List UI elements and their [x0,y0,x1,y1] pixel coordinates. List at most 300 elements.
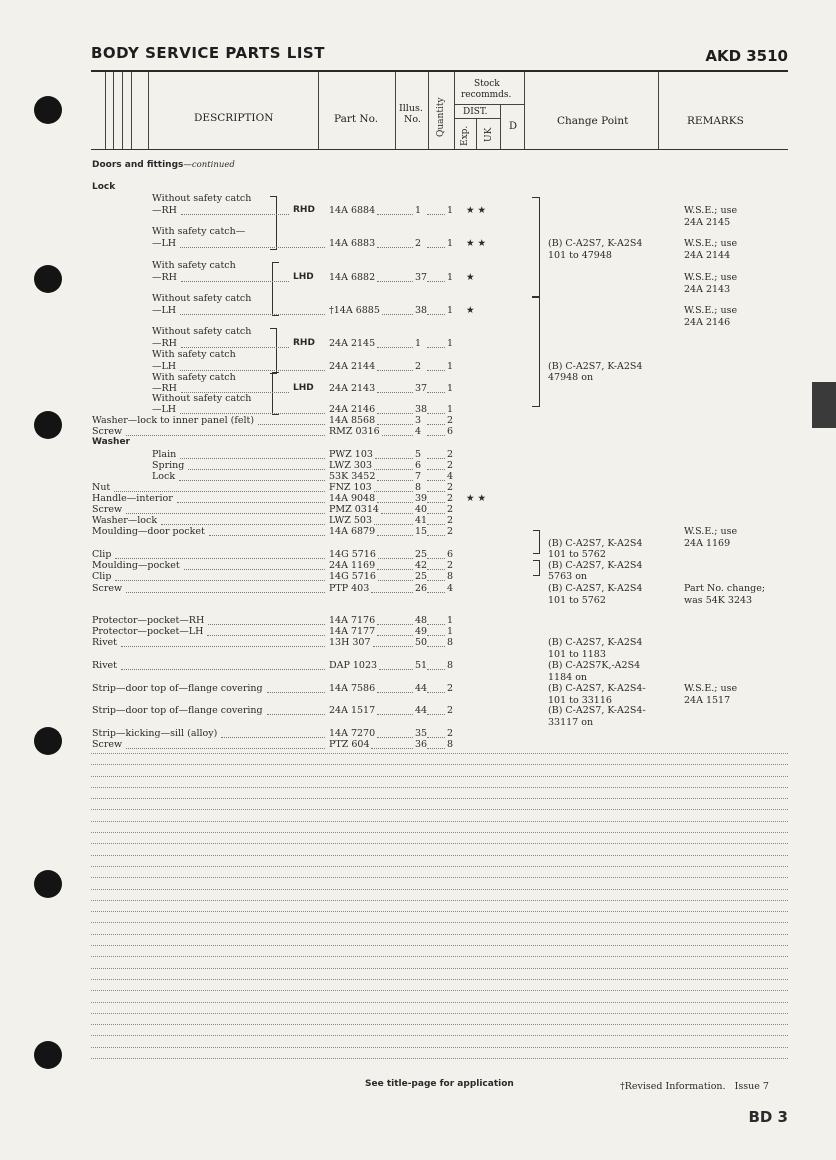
leader-dots [427,512,445,514]
brace [532,197,540,297]
row-description: Rivet [92,637,117,648]
row-description: Strip—door top of—flange covering [92,683,263,694]
row-change-point: (B) C-A2S7, K-A2S4 [548,238,643,249]
leader-dots [181,346,289,348]
row-illus-no: 8 [415,482,422,493]
row-remarks: 24A 2145 [684,217,731,228]
row-description: Clip [92,549,112,560]
row-description: Handle—interior [92,493,173,504]
row-illus-no: 51 [415,660,428,671]
ruled-line [91,899,788,901]
row-description: Strip—kicking—sill (alloy) [92,728,218,739]
footer-revised: †Revised Information. Issue 7 [620,1081,769,1092]
row-remarks: was 54K 3243 [684,595,753,606]
row-change-point: 101 to 33116 [548,695,612,706]
col-uk: UK [484,127,494,142]
row-remarks: W.S.E.; use [684,526,738,537]
row-part-no: 14A 6882 [329,272,376,283]
leader-dots [377,346,413,348]
row-description: Nut [92,482,111,493]
col-d: D [509,121,518,132]
row-part-no: 24A 1169 [329,560,376,571]
col-illus-no: No. [404,114,421,125]
row-change-point: (B) C-A2S7, K-A2S4 [548,560,643,571]
row-quantity: 1 [447,361,454,372]
row-remarks: 24A 2146 [684,317,731,328]
row-change-point: 101 to 5762 [548,549,606,560]
leader-dots [121,668,325,670]
row-part-no: LWZ 303 [329,460,373,471]
leader-dots [377,246,413,248]
row-quantity: 1 [447,626,454,637]
row-illus-no: 48 [415,615,428,626]
row-description: —RH [152,272,177,283]
row-quantity: 2 [447,449,454,460]
row-quantity: 1 [447,305,454,316]
leader-dots [427,523,445,525]
leader-dots [180,246,325,248]
row-part-no: 53K 3452 [329,471,376,482]
leader-dots [427,423,445,425]
brace [533,530,540,554]
col-dist: DIST. [463,107,488,117]
brace [272,372,279,415]
row-quantity: 2 [447,705,454,716]
leader-dots [267,713,325,715]
leader-dots [377,634,413,636]
brace [270,328,277,374]
row-side: RHD [293,338,315,348]
leader-dots [209,534,325,536]
ruled-line [91,1034,788,1036]
row-illus-no: 7 [415,471,422,482]
row-description: Protector—pocket—LH [92,626,204,637]
leader-dots [377,736,413,738]
row-quantity: 2 [447,728,454,739]
row-description: —LH [152,361,177,372]
row-description: —RH [152,338,177,349]
row-change-point: (B) C-A2S7, K-A2S4 [548,538,643,549]
leader-dots [221,736,325,738]
binder-hole [34,727,62,755]
leader-dots [126,747,325,749]
leader-dots [427,434,445,436]
row-part-no: DAP 1023 [329,660,378,671]
row-illus-no: 2 [415,361,422,372]
row-description: —RH [152,383,177,394]
leader-dots [371,747,413,749]
row-side: LHD [293,272,314,282]
leader-dots [371,591,413,593]
row-quantity: 1 [447,205,454,216]
col-quantity: Quantity [436,97,446,137]
leader-dots [381,512,413,514]
row-quantity: 1 [447,238,454,249]
row-change-point: 33117 on [548,717,594,728]
row-description: Moulding—door pocket [92,526,205,537]
leader-dots [427,479,445,481]
row-illus-no: 37 [415,272,428,283]
row-description: Lock [152,471,176,482]
ruled-line [91,842,788,844]
row-illus-no: 15 [415,526,428,537]
row-part-no: RMZ 0316 [329,426,380,437]
leader-dots [427,457,445,459]
row-description: With safety catch— [152,226,246,237]
row-change-point: 5763 on [548,571,588,582]
row-description: Without safety catch [152,193,252,204]
leader-dots [427,668,445,670]
leader-dots [180,457,325,459]
row-part-no: †14A 6885 [329,305,380,316]
row-part-no: FNZ 103 [329,482,372,493]
brace [272,262,279,316]
leader-dots [427,346,445,348]
leader-dots [379,668,413,670]
row-illus-no: 3 [415,415,422,426]
footer-note: See title-page for application [365,1079,514,1089]
row-illus-no: 50 [415,637,428,648]
row-change-point: 101 to 1183 [548,649,606,660]
row-part-no: PTZ 604 [329,739,370,750]
brace [532,297,540,407]
row-description: Washer—lock to inner panel (felt) [92,415,255,426]
col-illus: Illus. [399,103,423,114]
row-illus-no: 4 [415,426,422,437]
row-illus-no: 2 [415,238,422,249]
row-quantity: 8 [447,571,454,582]
leader-dots [377,423,413,425]
leader-dots [377,534,413,536]
ruled-line [91,910,788,912]
col-change-point: Change Point [557,115,629,127]
row-change-point: (B) C-A2S7, K-A2S4 [548,361,643,372]
ruled-line [91,797,788,799]
row-stock-stars: ★ [466,305,475,316]
row-description: Rivet [92,660,117,671]
row-description: Screw [92,426,123,437]
col-stock-recommds: recommds. [461,90,512,100]
row-description: Plain [152,449,177,460]
row-description: Clip [92,571,112,582]
leader-dots [427,369,445,371]
ruled-line [91,967,788,969]
leader-dots [181,280,289,282]
row-change-point: (B) C-A2S7, K-A2S4- [548,705,646,716]
row-side: LHD [293,383,314,393]
row-part-no: 14A 7586 [329,683,376,694]
leader-dots [427,534,445,536]
row-description: Protector—pocket—RH [92,615,205,626]
ruled-line [91,876,788,878]
row-quantity: 1 [447,338,454,349]
row-illus-no: 38 [415,404,428,415]
binder-hole [34,870,62,898]
row-illus-no: 38 [415,305,428,316]
row-remarks: 24A 2144 [684,250,731,261]
row-quantity: 4 [447,583,454,594]
leader-dots [427,591,445,593]
row-illus-no: 39 [415,493,428,504]
row-illus-no: 1 [415,338,422,349]
ruled-line [91,865,788,867]
row-remarks: 24A 1169 [684,538,731,549]
leader-dots [377,568,413,570]
leader-dots [427,391,445,393]
row-quantity: 4 [447,471,454,482]
ruled-line [91,1001,788,1003]
row-change-point: (B) C-A2S7, K-A2S4 [548,583,643,594]
ruled-line [91,989,788,991]
row-quantity: 1 [447,383,454,394]
row-description: —LH [152,238,177,249]
row-remarks: Part No. change; [684,583,766,594]
leader-dots [181,213,289,215]
col-description: DESCRIPTION [194,112,274,124]
leader-dots [115,557,325,559]
row-quantity: 1 [447,272,454,283]
leader-dots [377,691,413,693]
row-description: Screw [92,583,123,594]
row-remarks: W.S.E.; use [684,305,738,316]
ruled-line [91,921,788,923]
leader-dots [267,691,325,693]
binder-hole [34,411,62,439]
group-heading-washer: Washer [92,437,130,447]
leader-dots [427,213,445,215]
ruled-line [91,1023,788,1025]
leader-dots [427,568,445,570]
row-illus-no: 36 [415,739,428,750]
leader-dots [188,468,325,470]
ruled-line [91,933,788,935]
ruled-line [91,786,788,788]
row-part-no: 14A 6884 [329,205,376,216]
ruled-line [91,820,788,822]
leader-dots [374,468,413,470]
row-quantity: 8 [447,739,454,750]
row-description: With safety catch [152,349,236,360]
row-quantity: 2 [447,493,454,504]
leader-dots [377,369,413,371]
row-change-point: 1184 on [548,672,588,683]
row-description: —RH [152,205,177,216]
page-title: BODY SERVICE PARTS LIST [91,44,325,62]
row-quantity: 2 [447,515,454,526]
row-description: Without safety catch [152,326,252,337]
leader-dots [427,579,445,581]
ruled-line [91,752,788,754]
leader-dots [382,434,413,436]
row-illus-no: 25 [415,549,428,560]
row-change-point: (B) C-A2S7, K-A2S4 [548,637,643,648]
row-illus-no: 42 [415,560,428,571]
leader-dots [258,423,325,425]
row-part-no: 14A 8568 [329,415,376,426]
leader-dots [427,634,445,636]
leader-dots [207,634,325,636]
leader-dots [377,623,413,625]
row-illus-no: 1 [415,205,422,216]
ruled-line [91,763,788,765]
row-illus-no: 44 [415,705,428,716]
leader-dots [427,623,445,625]
row-description: Without safety catch [152,293,252,304]
leader-dots [382,313,413,315]
row-part-no: 24A 2143 [329,383,376,394]
leader-dots [427,557,445,559]
header-rule [91,70,788,72]
row-quantity: 8 [447,637,454,648]
row-part-no: 14A 7176 [329,615,376,626]
row-part-no: 14A 6883 [329,238,376,249]
binder-hole [34,265,62,293]
row-change-point: (B) C-A2S7, K-A2S4- [548,683,646,694]
ruled-line [91,955,788,957]
row-illus-no: 25 [415,571,428,582]
row-description: Moulding—pocket [92,560,180,571]
ruled-line [91,1012,788,1014]
row-illus-no: 6 [415,460,422,471]
leader-dots [374,490,413,492]
leader-dots [180,369,325,371]
leader-dots [427,645,445,647]
row-remarks: W.S.E.; use [684,205,738,216]
row-description: With safety catch [152,260,236,271]
row-quantity: 2 [447,504,454,515]
group-heading-lock: Lock [92,182,116,192]
row-change-point: 101 to 5762 [548,595,606,606]
leader-dots [377,391,413,393]
row-remarks: 24A 1517 [684,695,731,706]
leader-dots [377,412,413,414]
leader-dots [377,501,413,503]
leader-dots [427,713,445,715]
row-description: Washer—lock [92,515,158,526]
row-remarks: 24A 2143 [684,284,731,295]
row-description: With safety catch [152,372,236,383]
row-quantity: 6 [447,426,454,437]
leader-dots [208,623,325,625]
row-description: —LH [152,404,177,415]
binder-hole [34,96,62,124]
leader-dots [378,579,413,581]
ruled-line [91,944,788,946]
leader-dots [427,280,445,282]
row-illus-no: 44 [415,683,428,694]
ruled-line [91,854,788,856]
row-part-no: 14A 7270 [329,728,376,739]
row-quantity: 1 [447,615,454,626]
row-remarks: W.S.E.; use [684,683,738,694]
row-change-point: 101 to 47948 [548,250,612,261]
leader-dots [114,490,325,492]
row-change-point: 47948 on [548,372,594,383]
leader-dots [177,501,325,503]
row-description: —LH [152,305,177,316]
row-stock-stars: ★ ★ [466,493,487,504]
leader-dots [427,691,445,693]
row-part-no: 24A 1517 [329,705,376,716]
row-part-no: 24A 2145 [329,338,376,349]
col-exp: Exp. [460,125,470,146]
row-quantity: 2 [447,460,454,471]
leader-dots [427,246,445,248]
row-part-no: 14G 5716 [329,571,376,582]
row-change-point: (B) C-A2S7K,-A2S4 [548,660,641,671]
leader-dots [121,645,325,647]
col-remarks: REMARKS [687,115,744,127]
row-description: Screw [92,739,123,750]
leader-dots [377,479,413,481]
leader-dots [374,523,413,525]
document-code: AKD 3510 [705,47,788,65]
row-part-no: 14A 6879 [329,526,376,537]
page-number: BD 3 [748,1108,788,1126]
row-quantity: 2 [447,415,454,426]
row-illus-no: 37 [415,383,428,394]
leader-dots [427,736,445,738]
row-part-no: 13H 307 [329,637,371,648]
brace [533,560,540,576]
row-illus-no: 40 [415,504,428,515]
row-part-no: 14A 7177 [329,626,376,637]
row-illus-no: 35 [415,728,428,739]
row-part-no: LWZ 503 [329,515,373,526]
col-stock: Stock [474,79,500,89]
leader-dots [184,568,325,570]
row-quantity: 2 [447,526,454,537]
leader-dots [180,412,325,414]
leader-dots [427,468,445,470]
leader-dots [427,501,445,503]
leader-dots [377,713,413,715]
leader-dots [377,280,413,282]
ruled-line [91,775,788,777]
leader-dots [179,479,325,481]
row-quantity: 1 [447,404,454,415]
leader-dots [427,412,445,414]
row-stock-stars: ★ ★ [466,205,487,216]
leader-dots [375,457,413,459]
ruled-line [91,831,788,833]
leader-dots [377,213,413,215]
row-part-no: 14A 9048 [329,493,376,504]
row-description: Without safety catch [152,393,252,404]
col-part-no: Part No. [334,113,379,125]
leader-dots [180,313,325,315]
leader-dots [126,591,325,593]
row-quantity: 2 [447,560,454,571]
row-stock-stars: ★ [466,272,475,283]
binder-hole [34,1041,62,1069]
leader-dots [126,512,325,514]
row-illus-no: 49 [415,626,428,637]
leader-dots [115,579,325,581]
row-description: Screw [92,504,123,515]
row-part-no: PMZ 0314 [329,504,379,515]
row-quantity: 2 [447,683,454,694]
leader-dots [427,747,445,749]
leader-dots [378,557,413,559]
ruled-line [91,888,788,890]
row-remarks: W.S.E.; use [684,272,738,283]
leader-dots [126,434,325,436]
row-description: Spring [152,460,185,471]
row-description: Strip—door top of—flange covering [92,705,263,716]
row-part-no: PTP 403 [329,583,370,594]
ruled-line [91,978,788,980]
